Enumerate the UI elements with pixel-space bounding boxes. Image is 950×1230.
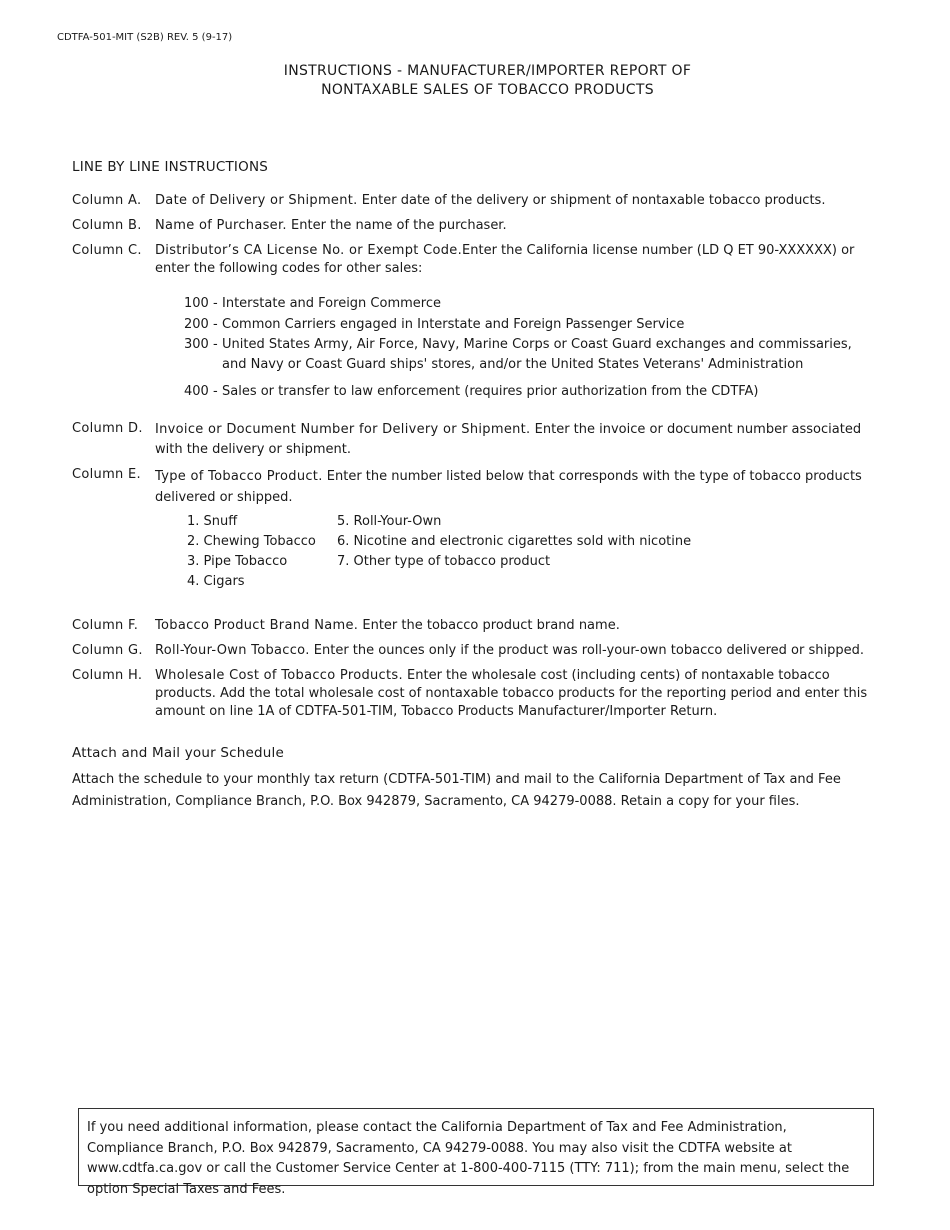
column-heading: Date of Delivery or Shipment. [155,193,358,208]
column-text: Enter the California license number (LD Q ET 90-XXXXXX) or enter the following codes for other sales: [155,243,855,276]
code-item [184,315,864,335]
section-heading: LINE BY LINE INSTRUCTIONS [72,159,269,175]
title-line-2: NONTAXABLE SALES OF TOBACCO PRODUCTS [321,82,654,98]
column-label: Column A. [72,193,142,208]
code-text: United States Army, Air Force, Navy, Marine Corps or Coast Guard exchanges and commissaries, [222,337,852,352]
column-label: Column E. [72,467,141,482]
code-item [184,294,864,314]
column-text: Enter the wholesale cost (including cents) of nontaxable tobacco products. Add the total wholesale cost of nontaxable tobacco products for the reporting period and enter this amount on line 1A of CDTFA-501-TIM, Tobacco Products Manufacturer/Importer Return. [155,668,868,719]
column-heading: Invoice or Document Number for Delivery or Shipment. [155,422,531,437]
code-number: 300 - [184,337,218,352]
product-type-item: 1. Snuff [187,514,238,529]
column-heading: Roll-Your-Own Tobacco. [155,643,310,658]
column-label: Column D. [72,421,143,436]
column-text: Enter the invoice or document number associated with the delivery or shipment. [155,422,862,457]
column-h-instruction [72,667,872,721]
product-type-item: 5. Roll-Your-Own [337,514,442,529]
product-type-item: 7. Other type of tobacco product [337,554,551,569]
column-heading: Wholesale Cost of Tobacco Products. [155,668,403,683]
column-heading: Distributor’s CA License No. or Exempt Code. [155,243,463,258]
code-text-continued: and Navy or Coast Guard ships' stores, and/or the United States Veterans' Administration [222,357,804,372]
column-label: Column C. [72,243,142,258]
column-text: Enter the tobacco product brand name. [362,618,620,633]
product-type-item: 3. Pipe Tobacco [187,554,288,569]
attach-text: Attach the schedule to your monthly tax return (CDTFA-501-TIM) and mail to the California Department of Tax and Fee Administration, Compliance Branch, P.O. Box 942879, Sacramento, CA 94279-0088. Retain a copy for your files. [72,772,841,809]
code-number: 100 - [184,296,218,311]
title-line-1: INSTRUCTIONS - MANUFACTURER/IMPORTER REPORT OF [283,63,692,79]
column-text: Enter date of the delivery or shipment of nontaxable tobacco products. [361,193,826,208]
column-heading: Type of Tobacco Product. [155,469,323,484]
product-type-column-right [337,512,717,572]
column-label: Column F. [72,618,139,633]
column-heading: Name of Purchaser. [155,218,287,233]
column-text: Enter the ounces only if the product was roll-your-own tobacco delivered or shipped. [313,643,864,658]
column-d-instruction [72,420,872,460]
column-b-instruction [72,217,872,235]
product-type-item: 4. Cigars [187,574,245,589]
code-item [184,382,864,402]
column-text: Enter the number listed below that corresponds with the type of tobacco products delivered or shipped. [155,469,862,505]
code-text: Interstate and Foreign Commerce [222,296,441,311]
product-type-item: 6. Nicotine and electronic cigarettes sold with nicotine [337,534,692,549]
code-text: Common Carriers engaged in Interstate and Foreign Passenger Service [222,317,685,332]
form-number: CDTFA-501-MIT (S2B) REV. 5 (9-17) [57,32,233,43]
page-title [0,62,950,100]
column-g-instruction [72,642,872,660]
code-text: Sales or transfer to law enforcement (requires prior authorization from the CDTFA) [222,384,759,399]
product-type-item: 2. Chewing Tobacco [187,534,316,549]
code-number: 400 - [184,384,218,399]
code-item [184,335,864,375]
product-type-column-left [187,512,337,592]
column-e-instruction [72,466,872,508]
column-label: Column G. [72,643,143,658]
product-type-list [187,512,747,594]
attach-heading: Attach and Mail your Schedule [72,745,285,761]
column-text: Enter the name of the purchaser. [291,218,507,233]
column-f-instruction [72,617,872,635]
code-number: 200 - [184,317,218,332]
column-a-instruction [72,192,872,210]
contact-info-box: If you need additional information, please contact the California Department of Tax and Fee Administration, Compliance Branch, P.O. Box 942879, Sacramento, CA 94279-0088. You may also visit the CDTFA website at www.cdtfa.ca.gov or call the Customer Service Center at 1-800-400-7115 (TTY: 711); from the main menu, select the option Special Taxes and Fees. [78,1108,874,1186]
column-label: Column B. [72,218,142,233]
column-label: Column H. [72,668,143,683]
column-c-instruction [72,242,872,278]
column-heading: Tobacco Product Brand Name. [155,618,359,633]
